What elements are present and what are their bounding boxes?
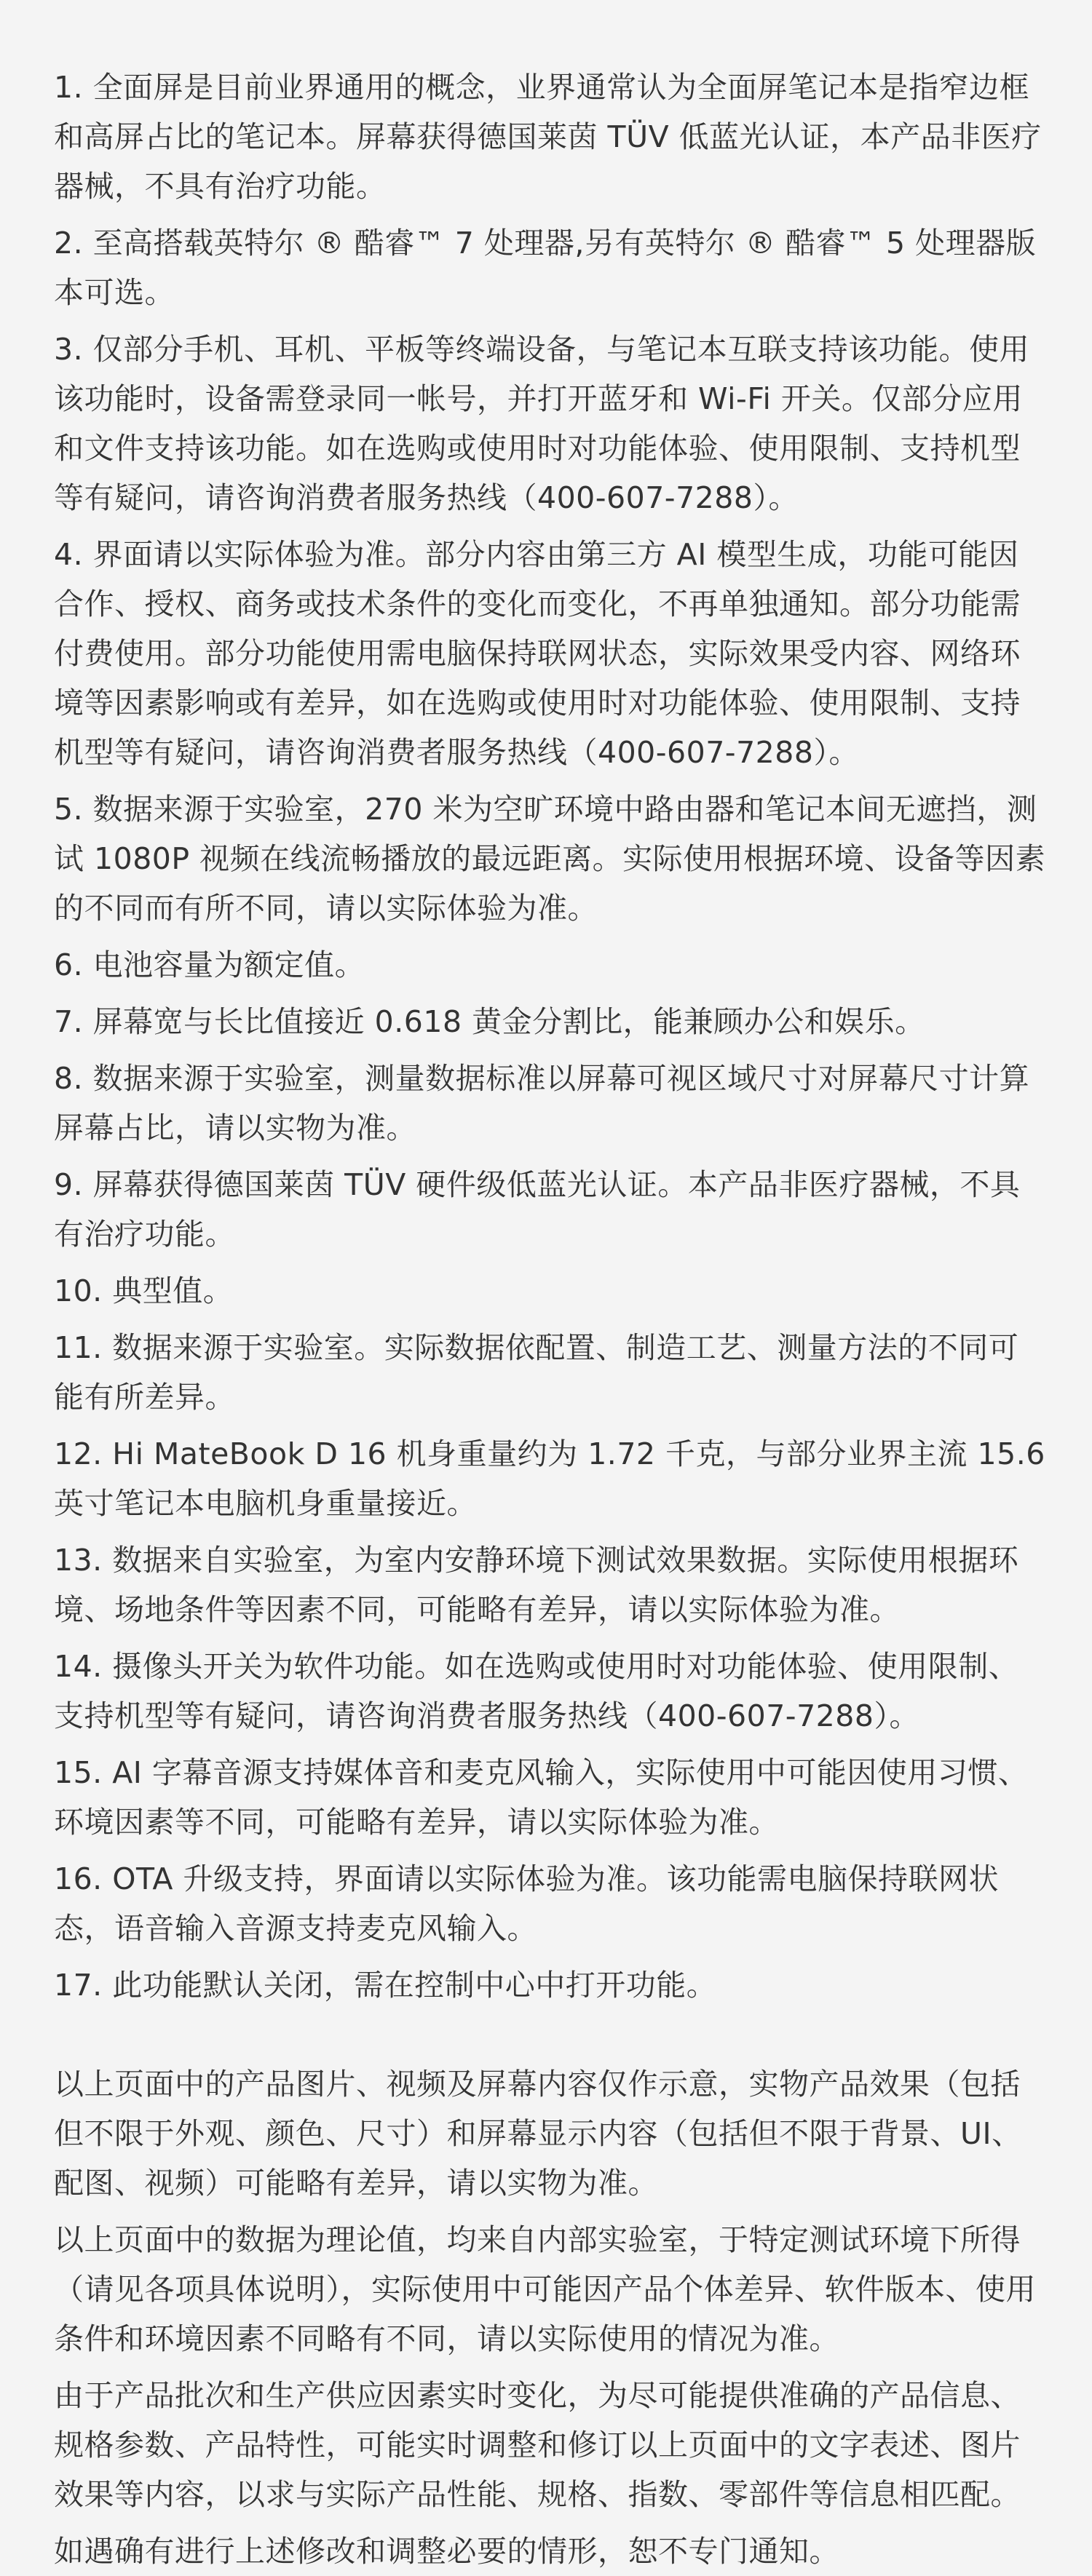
footnote-10: 10. 典型值。 xyxy=(54,1273,234,1308)
disclaimer-no-notice: 如遇确有进行上述修改和调整必要的情形，恕不专门通知。 xyxy=(54,2534,839,2569)
footnote-15: 15. AI 字幕音源支持媒体音和麦克风输入，实际使用中可能因使用习惯、环境因素等不同，可能略有差异，请以实际体验为准。 xyxy=(54,1755,1029,1840)
footnote-9: 9. 屏幕获得德国莱茵 TÜV 硬件级低蓝光认证。本产品非医疗器械，不具有治疗功能。 xyxy=(54,1167,1021,1252)
footnote-16: 16. OTA 升级支持，界面请以实际体验为准。该功能需电脑保持联网状态，语音输入音源支持麦克风输入。 xyxy=(54,1861,999,1946)
disclaimer-updates: 由于产品批次和生产供应因素实时变化，为尽可能提供准确的产品信息、规格参数、产品特性，可能实时调整和修订以上页面中的文字表述、图片效果等内容，以求与实际产品性能、规格、指数、零部件等信息相匹配。 xyxy=(54,2378,1021,2512)
footnote-7: 7. 屏幕宽与长比值接近 0.618 黄金分割比，能兼顾办公和娱乐。 xyxy=(54,1004,925,1039)
footnote-8: 8. 数据来源于实验室，测量数据标准以屏幕可视区域尺寸对屏幕尺寸计算屏幕占比，请以实物为准。 xyxy=(54,1061,1030,1145)
footnote-12: 12. Hi MateBook D 16 机身重量约为 1.72 千克，与部分业界主流 15.6 英寸笔记本电脑机身重量接近。 xyxy=(54,1436,1045,1521)
footnote-3: 3. 仅部分手机、耳机、平板等终端设备，与笔记本互联支持该功能。使用该功能时，设备需登录同一帐号，并打开蓝牙和 Wi-Fi 开关。仅部分应用和文件支持该功能。如在选购或使用时对功能体验、使用限制、支持机型等有疑问，请咨询消费者服务热线（400-607-7288）。 xyxy=(54,332,1030,515)
footnote-1: 1. 全面屏是目前业界通用的概念，业界通常认为全面屏笔记本是指窄边框和高屏占比的笔记本。屏幕获得德国莱茵 TÜV 低蓝光认证，本产品非医疗器械，不具有治疗功能。 xyxy=(54,70,1042,204)
footnote-14: 14. 摄像头开关为软件功能。如在选购或使用时对功能体验、使用限制、支持机型等有疑问，请咨询消费者服务热线（400-607-7288）。 xyxy=(54,1649,1019,1733)
footnote-2: 2. 至高搭载英特尔 ® 酷睿™ 7 处理器,另有英特尔 ® 酷睿™ 5 处理器版本可选。 xyxy=(54,226,1037,310)
footnote-13: 13. 数据来自实验室，为室内安静环境下测试效果数据。实际使用根据环境、场地条件等因素不同，可能略有差异，请以实际体验为准。 xyxy=(54,1543,1019,1627)
disclaimer-images: 以上页面中的产品图片、视频及屏幕内容仅作示意，实物产品效果（包括但不限于外观、颜色、尺寸）和屏幕显示内容（包括但不限于背景、UI、配图、视频）可能略有差异，请以实物为准。 xyxy=(54,2067,1022,2201)
footnote-5: 5. 数据来源于实验室，270 米为空旷环境中路由器和笔记本间无遮挡，测试 1080P 视频在线流畅播放的最远距离。实际使用根据环境、设备等因素的不同而有所不同，请以实际体验为准。 xyxy=(54,792,1046,926)
disclaimer-list xyxy=(54,2059,1048,2576)
footnote-4: 4. 界面请以实际体验为准。部分内容由第三方 AI 模型生成，功能可能因合作、授权、商务或技术条件的变化而变化，不再单独通知。部分功能需付费使用。部分功能使用需电脑保持联网状态，实际效果受内容、网络环境等因素影响或有差异，如在选购或使用时对功能体验、使用限制、支持机型等有疑问，请咨询消费者服务热线（400-607-7288）。 xyxy=(54,537,1021,770)
footnotes-list xyxy=(54,63,1048,2010)
footnote-6: 6. 电池容量为额定值。 xyxy=(54,947,365,982)
disclaimer-data: 以上页面中的数据为理论值，均来自内部实验室，于特定测试环境下所得（请见各项具体说明），实际使用中可能因产品个体差异、软件版本、使用条件和环境因素不同略有不同，请以实际使用的情况为准。 xyxy=(54,2222,1036,2356)
footnote-17: 17. 此功能默认关闭，需在控制中心中打开功能。 xyxy=(54,1968,717,2003)
footnote-11: 11. 数据来源于实验室。实际数据依配置、制造工艺、测量方法的不同可能有所差异。 xyxy=(54,1330,1019,1415)
